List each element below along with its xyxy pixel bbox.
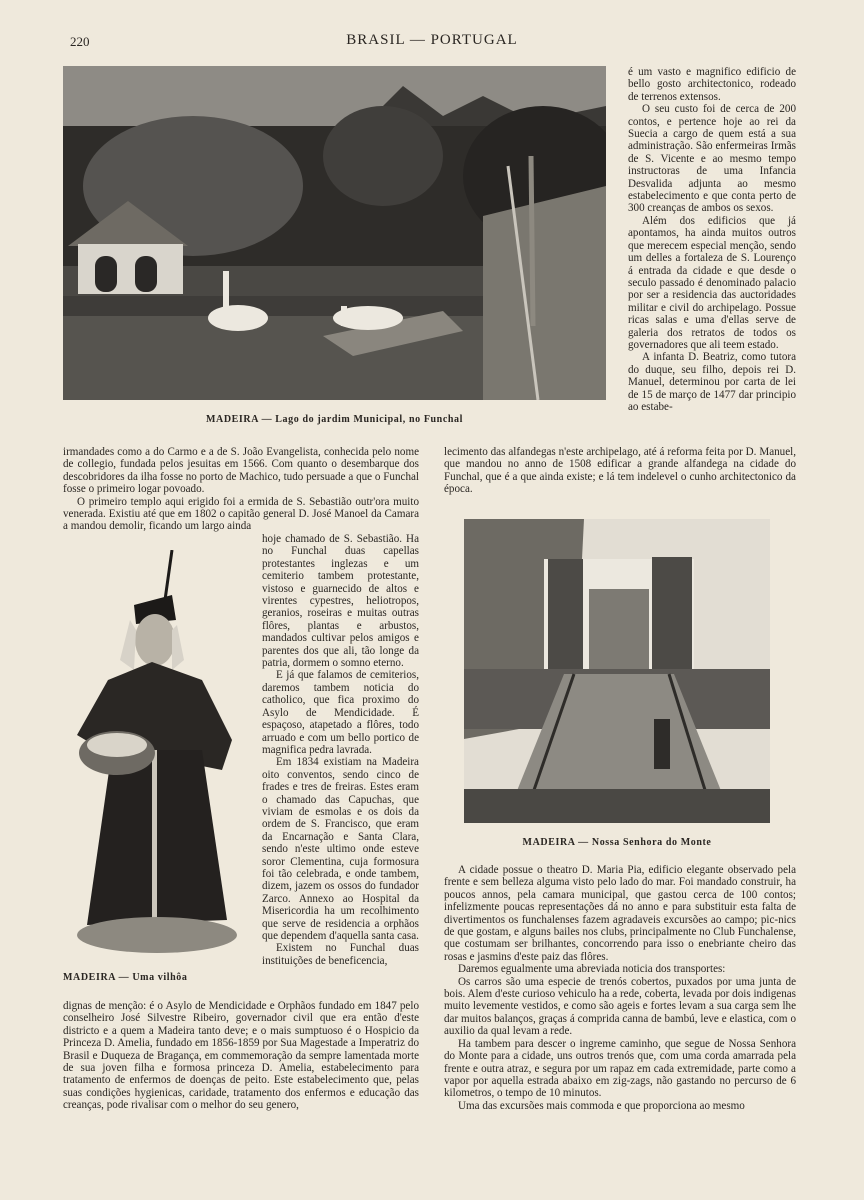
paragraph: Uma das excursões mais commoda e que proporciona ao mesmo bbox=[458, 1099, 745, 1112]
paragraph: Os carros são uma especie de trenós cobertos, puxados por uma junta de bois. Alem d'este curioso vehiculo ha a rede, coberta, levada por dois indigenas muito levemente vestidos, e como são ageis e fortes levam a sua carga sem lhe dar muitos balanços, graças á comprida canna de bambú, leve e elastica, com o auxilio da qual levam a rede. bbox=[444, 975, 796, 1038]
right-bottom-text bbox=[444, 864, 796, 1112]
paragraph: lecimento das alfandegas n'este archipelago, até á reforma feita por D. Manuel, que mandou no anno de 1508 edificar a grande alfandega na cidade do Funchal, que é a que ainda existe; e lá tem indelevel o cunho architectonico da época. bbox=[444, 446, 796, 496]
paragraph: Daremos egualmente uma abreviada noticia dos transportes: bbox=[458, 963, 726, 976]
paragraph: Em 1834 existiam na Madeira oito conventos, sendo cinco de frades e tres de freiras. Estes eram o chamado das Capuchas, que viviam de esmolas e os dois da ordem de S. Francisco, que eram da Encarnação e Santa Clara, sendo n'este ultimo onde esteve soror Clementina, cuja formosura foi tão celebrada, e onde tambem, dizem, jazem os ossos do fundador Zarco. Annexo ao Hospital da Misericordia ha um recolhimento que serve de residencia a orphãos que dependem d'aquella santa casa. bbox=[262, 756, 419, 942]
paragraph: hoje chamado de S. Sebastião. Ha no Funchal duas capellas protestantes inglezas e um cemiterio tambem protestante, vistoso e guarnecido de altos e virentes cypestres, heliotropos, geranios, roseiras e muitas outras flôres, plantas e arbustos, mandados cultivar pelos amigos e parentes dos que ali, tão longe da patria, dormem o somno eterno. bbox=[262, 533, 419, 670]
church-photo bbox=[464, 519, 770, 823]
paragraph: O primeiro templo aqui erigido foi a ermida de S. Sebastião outr'ora muito venerada. Existiu até que em 1802 o capitão general D. José Manoel da Camara a mandou demolir, ficando um largo ainda bbox=[63, 495, 419, 533]
page-title: BRASIL — PORTUGAL bbox=[346, 32, 518, 48]
left-bottom-text bbox=[63, 1000, 419, 1112]
paragraph: O seu custo foi de cerca de 200 contos, e pertence hoje ao rei da Suecia a cargo de quem está a sua administração. São enfermeiras Irmãs de S. Vicente e ao mesmo tempo instructoras de uma Infancia Desvalida adjunta ao mesmo estabelecimento e que conta perto de 300 creanças de ambos os sexos. bbox=[628, 103, 796, 215]
running-head bbox=[0, 32, 864, 52]
woman-photo bbox=[72, 550, 238, 958]
paragraph: irmandades como a do Carmo e a de S. João Evangelista, conhecida pelo nome de collegio, fundada pelos jesuitas em 1566. Com quanto o desembarque dos descobridores da ilha fosse no porto de Machico, tudo persuade a que o Funchal fosse o primeiro logar povoado. bbox=[63, 446, 419, 496]
lake-photo bbox=[63, 66, 606, 400]
paragraph: Ha tambem para descer o ingreme caminho, que segue de Nossa Senhora do Monte para a cidade, uns outros trenós que, com uma corda amarrada pela frente e outra atraz, e segura por um rapaz em cada extremidade, parte como a vapor por aquella estrada abaixo em zig-zags, não gastando no percurso de 6 kilometros, o tempo de 10 minutos. bbox=[444, 1037, 796, 1100]
paragraph: A infanta D. Beatriz, como tutora do duque, seu filho, depois rei D. Manuel, determinou por carta de lei de 15 de março de 1477 dar principio ao estabe- bbox=[628, 351, 796, 413]
left-narrow-column bbox=[262, 533, 419, 967]
church-caption: MADEIRA — Nossa Senhora do Monte bbox=[522, 837, 712, 848]
lake-caption: MADEIRA — Lago do jardim Municipal, no Funchal bbox=[205, 414, 464, 425]
paragraph: E já que falamos de cemiterios, daremos tambem noticia do catholico, que fica proximo do Asylo de Mendicidade. É espaçoso, atapetado a flôres, todo arruado e com um bello portico de magnifica pedra lavrada. bbox=[262, 669, 419, 756]
right-wide-text bbox=[444, 446, 796, 496]
paragraph: Além dos edificios que já apontamos, ha ainda muitos outros que merecem especial menção, sendo um delles a fortaleza de S. Lourenço á entrada da cidade e que desde o seculo passado é denominado palacio por ser a residencia das auctoridades militar e civil do archipelago. Possue ricas salas e uma d'ellas serve de galeria dos retratos de todos os governadores que ali teem estado. bbox=[628, 214, 796, 351]
paragraph: dignas de menção: é o Asylo de Mendicidade e Orphãos fundado em 1847 pelo conselheiro José Silvestre Ribeiro, governador civil que era então d'este districto e a quem a Madeira tanto deve; e o mais sumptuoso é o Hospicio da Princeza D. Amelia, fundado em 1856-1859 por Sua Magestade a Imperatriz do Brasil e Duqueza de Bragança, em commemoração da sempre lamentada morte de sua joven filha e formosa princeza D. Amelia, estabelecimento para tratamento de enfermos de doenças de peito. Este estabelecimento que, pelas suas condições hygienicas, caridade, tratamento dos enfermos e educação das creanças, pode rivalisar com o melhor do seu genero, bbox=[63, 1000, 419, 1112]
woman-caption: MADEIRA — Uma vilhôa bbox=[63, 972, 188, 983]
right-top-column bbox=[628, 66, 796, 413]
page-number: 220 bbox=[70, 34, 90, 49]
left-wide-text bbox=[63, 446, 419, 533]
paragraph: é um vasto e magnifico edificio de bello gosto architectonico, rodeado de terrenos extensos. bbox=[628, 66, 796, 103]
paragraph: A cidade possue o theatro D. Maria Pia, edificio elegante observado pela frente e sem belleza alguma visto pelo lado do mar. Foi mandado construir, ha poucos annos, pela camara municipal, que gastou cerca de 100 contos; infelizmente poucas representações dá no anno e para substituir esta falta de divertimentos os funchalenses fazem agradaveis excursões ao campo; pic-nics de que gostam, e alguns bailes nos clubs, principalmente no Club Funchalense, que costumam ser brilhantes, concorrendo para isso o enebriante cheiro das rosas e jasmins d'este paiz das flôres. bbox=[444, 864, 796, 963]
paragraph: Existem no Funchal duas instituições de beneficencia, bbox=[262, 942, 419, 967]
